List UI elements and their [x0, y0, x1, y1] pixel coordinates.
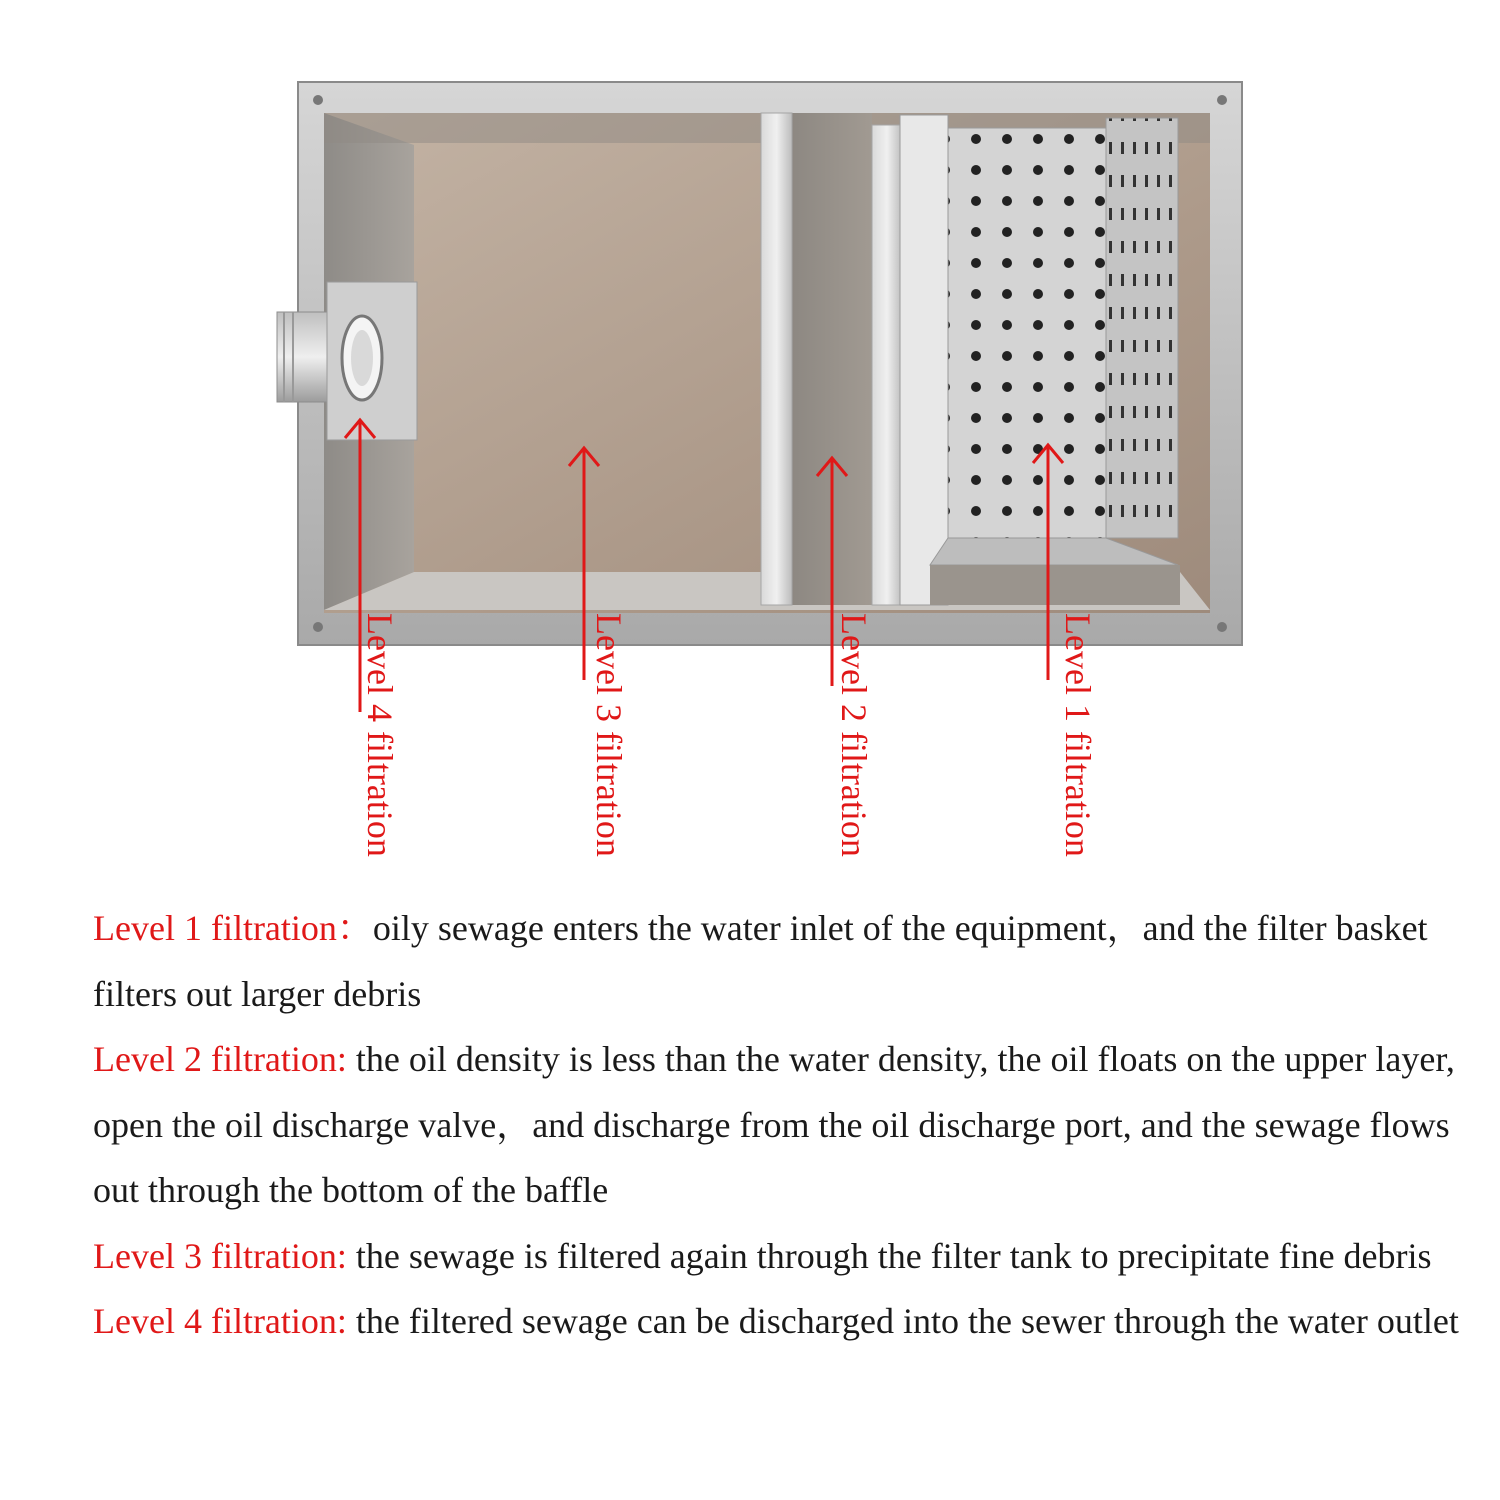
description-level-4 [93, 1289, 1473, 1355]
description-level-1-title: Level 1 filtration： [93, 908, 373, 948]
filter-basket [900, 115, 1180, 605]
description-level-2-text: the oil density is less than the water density, the oil floats on the upper layer, open the oil discharge valve，and discharge from the oil discharge port, and the sewage flows out through the bottom of the baffle [93, 1039, 1455, 1210]
filtration-descriptions [93, 896, 1473, 1355]
description-level-2-title: Level 2 filtration: [93, 1039, 356, 1079]
description-level-2 [93, 1027, 1473, 1224]
label-level-2: Level 2 filtration [834, 613, 874, 857]
description-level-4-text: the filtered sewage can be discharged into the sewer through the water outlet [355, 1301, 1459, 1341]
description-level-3-title: Level 3 filtration: [93, 1235, 356, 1276]
description-level-1 [93, 896, 1473, 1027]
description-level-3-text: the sewage is filtered again through the filter tank to precipitate fine debris [355, 1235, 1432, 1276]
description-level-4-title: Level 4 filtration: [93, 1301, 356, 1341]
label-level-4: Level 4 filtration [360, 613, 400, 857]
description-level-1-text: oily sewage enters the water inlet of the equipment，and the filter basket filters out larger debris [93, 908, 1428, 1014]
description-level-3 [93, 1224, 1473, 1290]
label-level-1: Level 1 filtration [1058, 613, 1098, 857]
label-level-3: Level 3 filtration [589, 613, 629, 857]
